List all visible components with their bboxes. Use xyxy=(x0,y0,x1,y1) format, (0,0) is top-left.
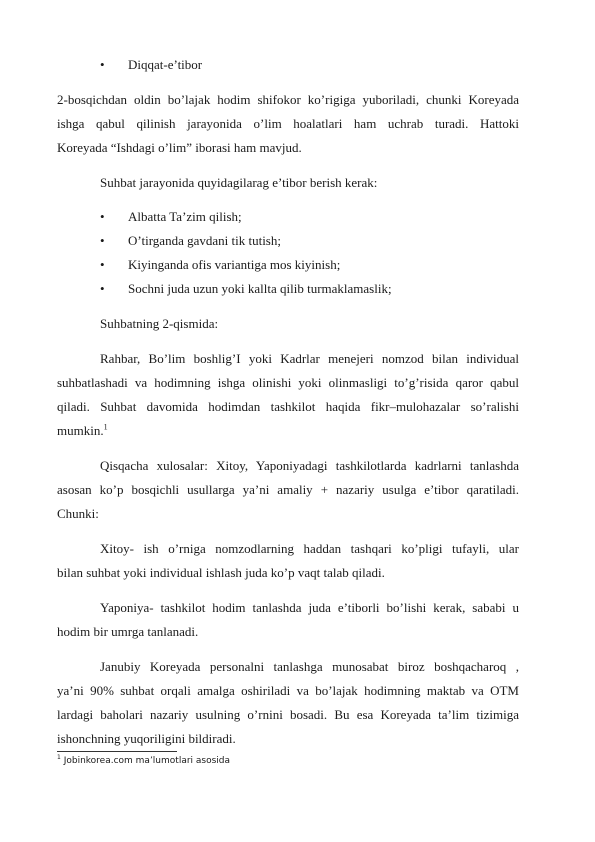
paragraph-line: Janubiy Koreyada personalni tanlashga munosabat biroz boshqacharoq , xyxy=(100,659,519,674)
paragraph-line xyxy=(57,422,519,440)
paragraph-line xyxy=(57,730,519,748)
paragraph-line: ya’ni 90% suhbat orqali amalga oshiriladi va bo’lajak hodimning maktab va OTM xyxy=(57,683,519,698)
bullet-text: Albatta Ta’zim qilish; xyxy=(128,209,242,224)
footnote-text: Jobinkorea.com ma’lumotlari asosida xyxy=(60,756,231,766)
paragraph-line: Chunki: xyxy=(57,506,99,521)
footnote-separator xyxy=(57,751,177,752)
bullet-glyph: • xyxy=(100,233,105,248)
bullet-glyph: • xyxy=(100,209,105,224)
paragraph-line: Qisqacha xulosalar: Xitoy, Yaponiyadagi tashkilotlarda kadrlarni tanlashda xyxy=(100,458,519,473)
paragraph-line: Xitoy- ish o’rniga nomzodlarning haddan tashqari ko’pligi tufayli, ular xyxy=(100,541,519,556)
paragraph-line: qiladi. Suhbat davomida hodimdan tashkilot haqida fikr–mulohazalar so’ralishi xyxy=(57,399,519,414)
paragraph-line: ishga qabul qilinish jarayonida o’lim hoalatlari ham uchrab turadi. Hattoki xyxy=(57,116,519,131)
paragraph-text: mumkin. xyxy=(57,423,104,438)
paragraph-line: asosan ko’p bosqichli usullarga ya’ni amaliy + nazariy usulga e’tibor qaratiladi. xyxy=(57,482,519,497)
paragraph-line: Suhbat jarayonida quyidagilarag e’tibor berish kerak: xyxy=(100,175,378,190)
bullet-glyph: • xyxy=(100,257,105,272)
bullet-glyph: • xyxy=(100,281,105,296)
paragraph-line: hodim bir umrga tanlanadi. xyxy=(57,624,199,639)
paragraph-line: 2-bosqichdan oldin bo’lajak hodim shifokor ko’rigiga yuboriladi, chunki Koreyada xyxy=(57,92,519,107)
bullet-glyph: • xyxy=(100,57,105,72)
paragraph-text: ishonchning yuqoriligini bildiradi. xyxy=(57,731,236,746)
bullet-text: Diqqat-e’tibor xyxy=(128,57,203,72)
footnote-mark: 1 xyxy=(57,754,61,761)
paragraph-line: Suhbatning 2-qismida: xyxy=(100,316,219,331)
bullet-text: O’tirganda gavdani tik tutish; xyxy=(128,233,281,248)
bullet-text: Kiyinganda ofis variantiga mos kiyinish; xyxy=(128,257,341,272)
paragraph-line: suhbatlashadi va hodimning ishga olinishi yoki olinmasligi to’g’risida qaror qabul xyxy=(57,375,519,390)
paragraph-line: lardagi baholari nazariy usulning o’rnini bosadi. Bu esa Koreyada ta’lim tizimiga xyxy=(57,707,519,722)
footnote xyxy=(57,755,230,767)
paragraph-line: Rahbar, Bo’lim boshlig’I yoki Kadrlar menejeri nomzod bilan individual xyxy=(100,351,519,366)
paragraph-line: Koreyada “Ishdagi o’lim” iborasi ham mavjud. xyxy=(57,140,302,155)
bullet-text: Sochni juda uzun yoki kallta qilib turmaklamaslik; xyxy=(128,281,392,296)
paragraph-line: Yaponiya- tashkilot hodim tanlashda juda e’tiborli bo’lishi kerak, sababi u xyxy=(100,600,519,615)
paragraph-line: bilan suhbat yoki individual ishlash juda ko’p vaqt talab qiladi. xyxy=(57,565,385,580)
footnote-reference[interactable]: 1 xyxy=(103,422,108,432)
